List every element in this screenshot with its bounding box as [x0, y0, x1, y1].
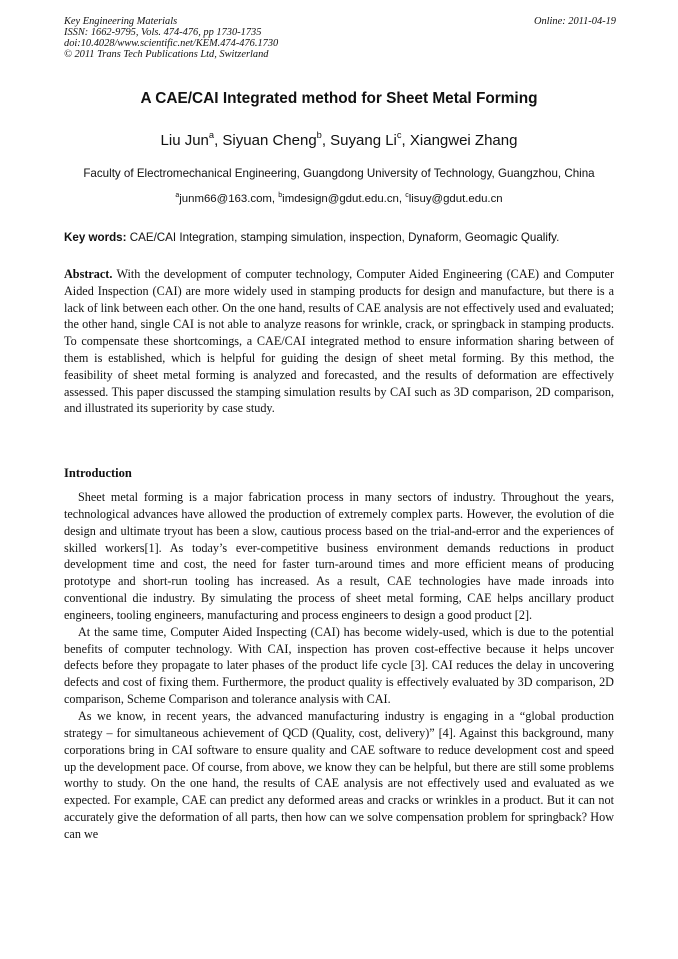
author-name: Siyuan Cheng [222, 132, 317, 149]
author-mark: a [208, 130, 215, 141]
paragraph: At the same time, Computer Aided Inspecting (CAI) has become widely-used, which is due to the potential benefits of computer technology. With CAI, inspection has proven cost-effective because it helps uncover defects before they propagate to later phases of the product life cycle [3]. CAI reduces the delay in uncovering defects and cost of fixing them. Furthermore, the product quality is effectively evaluated by 3D comparison, 2D comparison, Scheme Comparison and tolerance analysis with CAI. [64, 624, 614, 707]
author-mark: c [396, 130, 402, 141]
email-address[interactable]: imdesign@gdut.edu.cn [282, 193, 399, 205]
email-mark: a [175, 191, 180, 199]
email-mark: c [405, 191, 409, 199]
journal-issn: ISSN: 1662-9795, Vols. 474-476, pp 1730-1735 [64, 27, 262, 38]
author-name: Xiangwei Zhang [409, 132, 518, 149]
paper-title: A CAE/CAI Integrated method for Sheet Metal Forming [140, 90, 538, 107]
email-mark: b [278, 191, 283, 199]
journal-name: Key Engineering Materials [64, 16, 178, 27]
section-heading-introduction: Introduction [64, 466, 132, 480]
email-address[interactable]: junm66@163.com [179, 193, 272, 205]
paragraph: Sheet metal forming is a major fabrication process in many sectors of industry. Throughout the years, technological advances have allowed the production of extremely complex parts. However, the evolution of die design and ultimate tryout has been a slow, cautious process based on the trial-and-error and the experiences of skilled workers[1]. As today’s ever-competitive business environment demands reductions in product development time and cost, the need for faster turn-around times and more efficient means of producing prototype and short-run tooling has increased. As a result, CAE technologies have made inroads into conventional die industry. By simulating the process of sheet metal forming, CAE helps ancillary product engineers, tooling engineers, manufacturing and process engineers to design a good product [2]. [64, 490, 614, 622]
journal-copyright: © 2011 Trans Tech Publications Ltd, Switzerland [64, 49, 269, 60]
author-name: Liu Jun [160, 132, 209, 149]
email-address[interactable]: lisuy@gdut.edu.cn [408, 193, 503, 205]
keywords-label: Key words: [64, 231, 127, 244]
affiliation: Faculty of Electromechanical Engineering, Guangdong University of Technology, Guangzhou, China [83, 167, 595, 180]
abstract-text: With the development of computer technology, Computer Aided Engineering (CAE) and Computer Aided Inspection (CAI) are more widely used in stamping products for design and manufacture, but there is a lack of link between each other. On the one hand, results of CAE analysis are not effectively used and evaluated; the other hand, single CAI is not able to analyze reasons for wrinkle, crack, or springback in stamping products. To compensate these shortcomings, a CAE/CAI integrated method to ensure information sharing between of them is established, which is helpful for guiding the design of sheet metal forming. By this method, the feasibility of sheet metal forming is analyzed and forecasted, and the results of deformation are effectively assessed. This paper discussed the stamping simulation results by CAI such as 3D comparison, 2D comparison, and illustrated its superiority by case study. [64, 267, 615, 416]
journal-doi: doi:10.4028/www.scientific.net/KEM.474-476.1730 [64, 38, 279, 49]
keywords [64, 231, 624, 244]
online-date: Online: 2011-04-19 [533, 16, 616, 27]
author-emails: $^a$junm66@163.com, $^b$imdesign@gdut.edu.cn, $^c$lisuy@gdut.edu.cn [175, 191, 503, 205]
journal-header [64, 16, 616, 60]
author-name: Suyang Li [330, 132, 397, 149]
abstract [64, 266, 614, 417]
abstract-label: Abstract. [64, 267, 113, 281]
introduction-body [64, 489, 614, 843]
paragraph: As we know, in recent years, the advanced manufacturing industry is engaging in a “global production strategy – for simultaneous achievement of QCD (Quality, cost, delivery)” [4]. Against this background, many corporations bring in CAI software to ensure quality and CAE software to reduce development cost and speed up the development pace. Of course, from above, we know they can be helpful, but there are still some problems worthy to study. On the one hand, the results of CAE analysis are not effectively used and evaluated as we expected. For example, CAE can predict any deformed areas and cracks or wrinkles in a product. But it can not accurately give the deformation of all parts, then how can we solve compensation problem for springback? How can we [64, 708, 614, 841]
author-list: Liu Jun$^a$, Siyuan Cheng$^b$, Suyang Li$^c$, Xiangwei Zhang [160, 130, 518, 149]
author-mark: b [316, 130, 322, 141]
keywords-text: CAE/CAI Integration, stamping simulation, inspection, Dynaform, Geomagic Qualify. [129, 231, 560, 244]
